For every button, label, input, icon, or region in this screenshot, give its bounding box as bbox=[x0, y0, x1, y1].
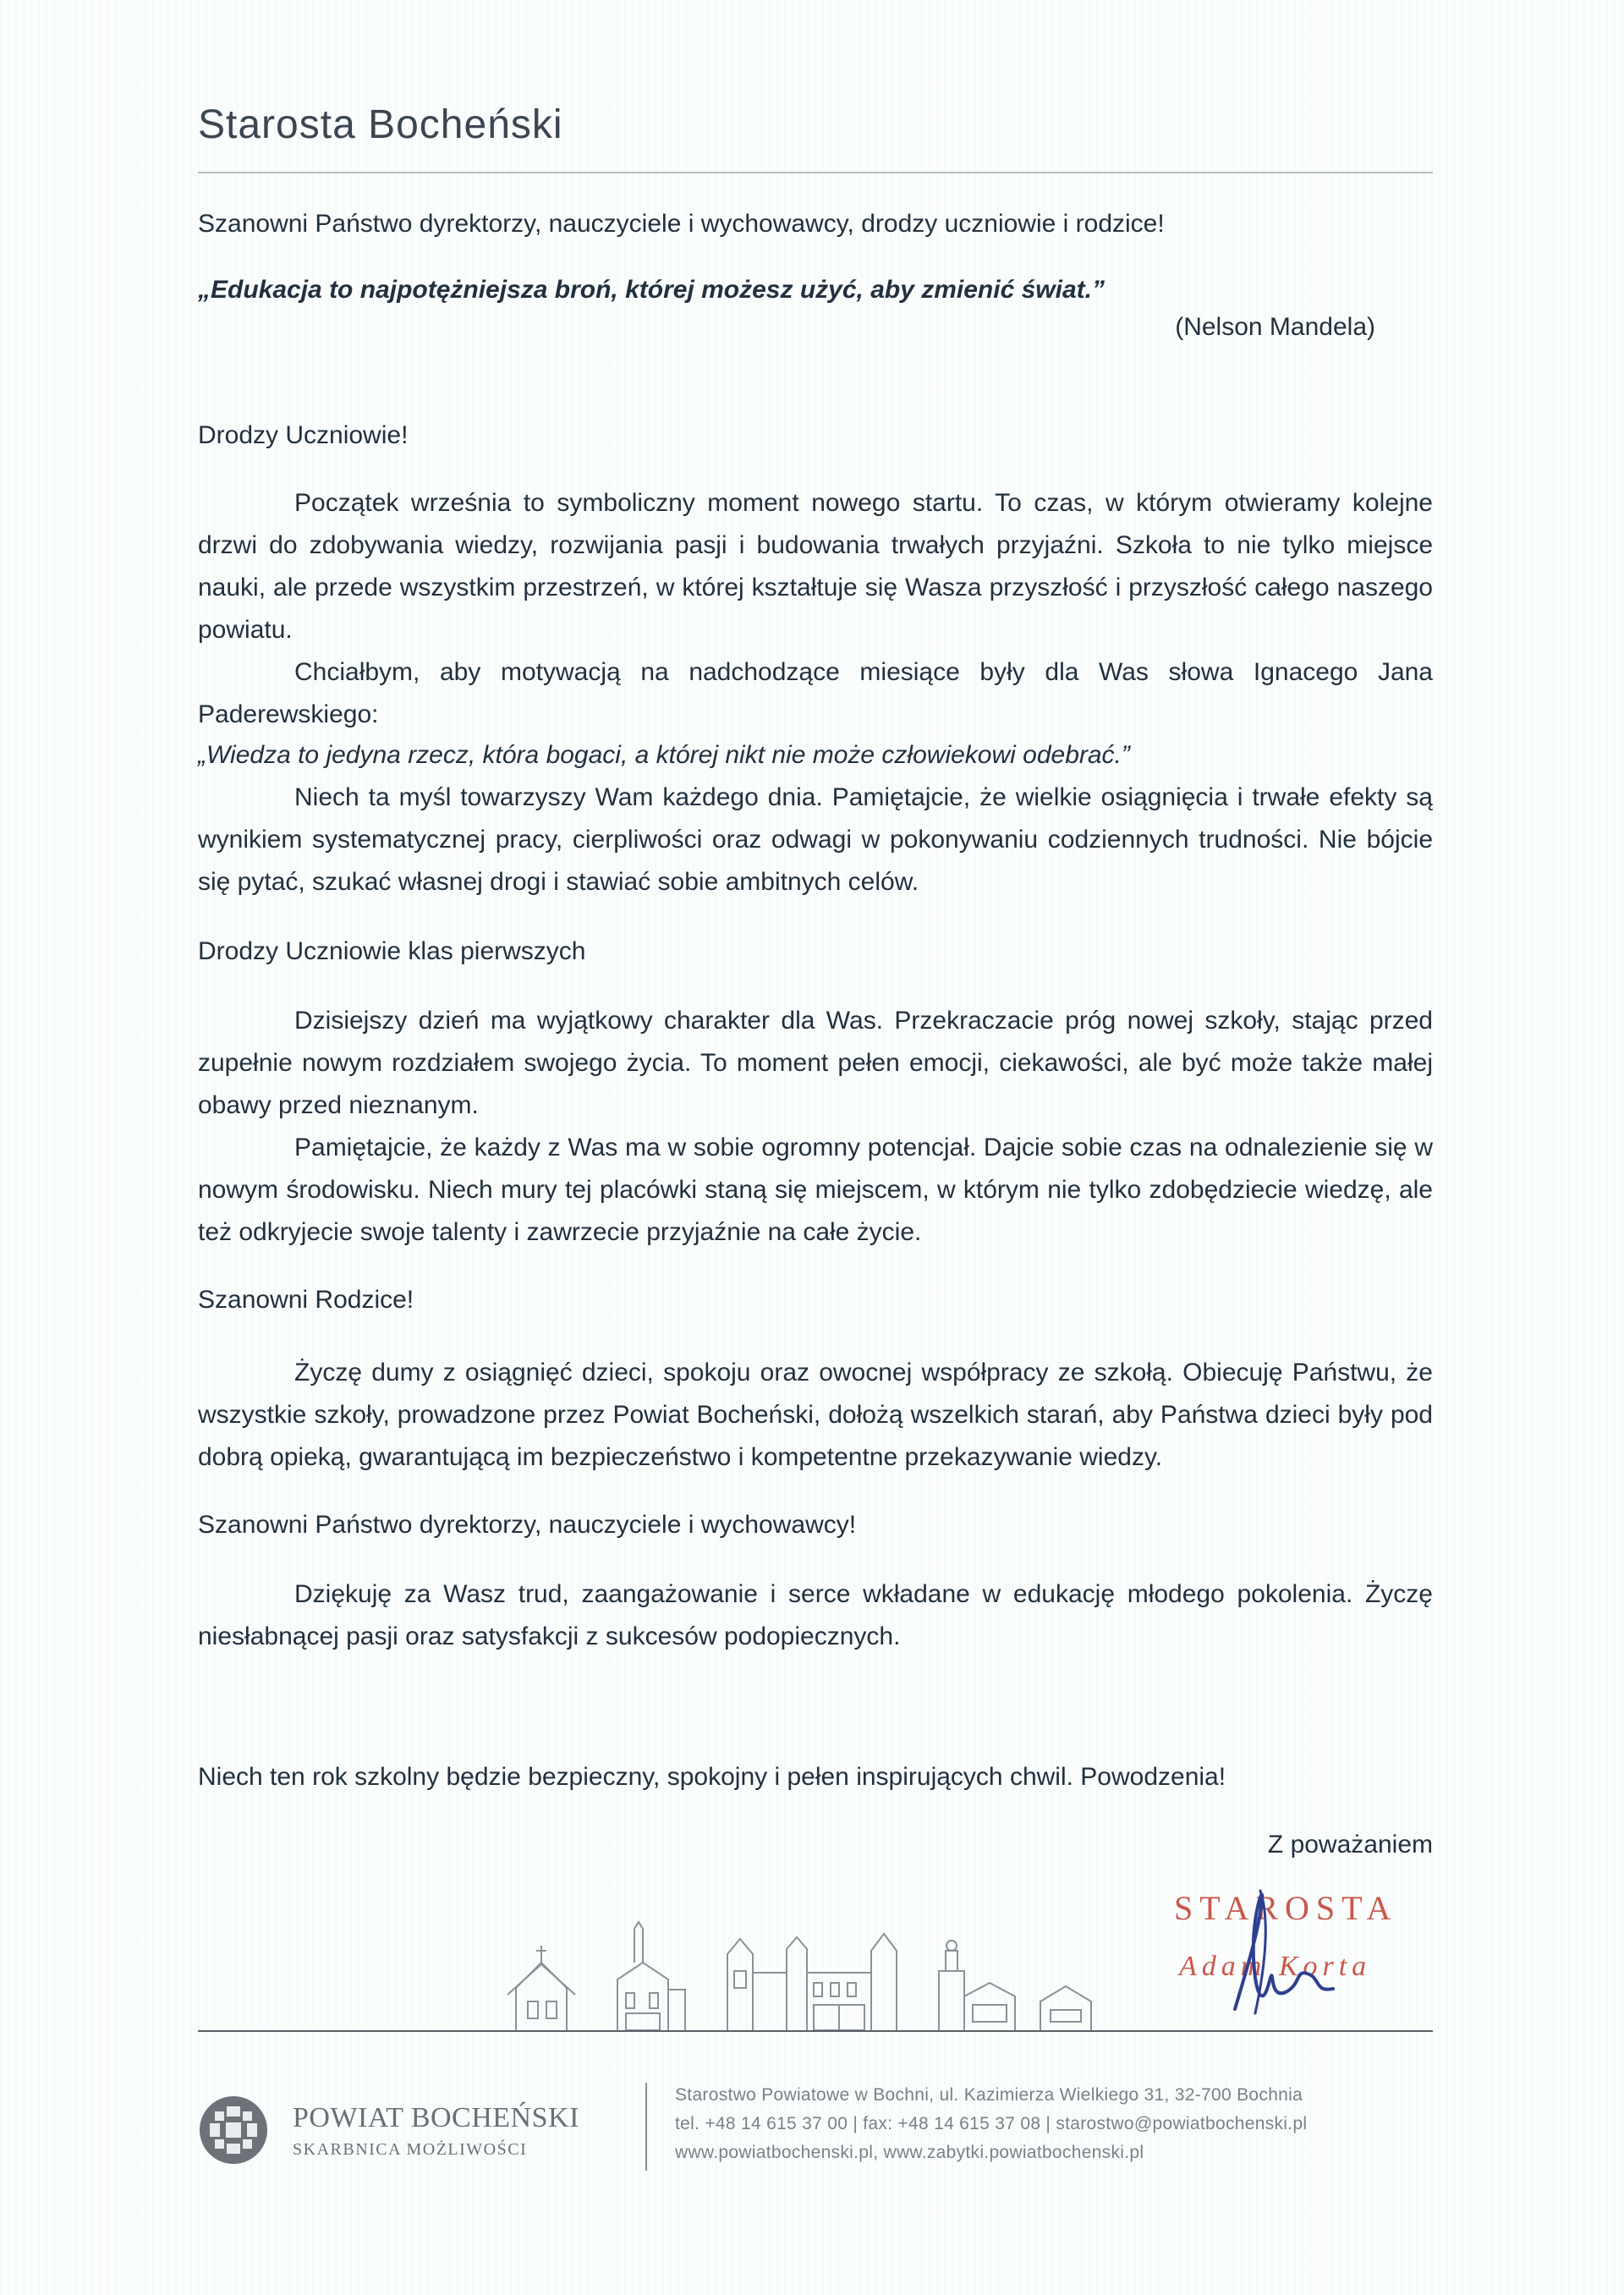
students-paragraph-2: Chciałbym, aby motywacją na nadchodzące miesiące były dla Was słowa Ignacego Jana Paderewskiego: bbox=[198, 658, 1433, 728]
first-class-heading: Drodzy Uczniowie klas pierwszych bbox=[198, 937, 586, 965]
footer-phone-line: tel. +48 14 615 37 00 | fax: +48 14 615 37 08 | starostwo@powiatbochenski.pl bbox=[675, 2114, 1308, 2133]
footer-divider bbox=[198, 2030, 1433, 2032]
footer-web-line: www.powiatbochenski.pl, www.zabytki.powiatbochenski.pl bbox=[675, 2143, 1144, 2162]
footer-address: Starostwo Powiatowe w Bochni, ul. Kazimierza Wielkiego 31, 32-700 Bochnia bbox=[675, 2085, 1303, 2105]
parents-paragraph-1: Życzę dumy z osiągnięć dzieci, spokoju oraz owocnej współpracy ze szkołą. Obiecuję Państwu, że wszystkie szkoły, prowadzone przez Powiat Bocheński, dołożą wszelkich starań, aby Państwa dzieci były pod dobrą opieką, gwarantującą im bezpieczeństwo i kompetentne przekazywanie wiedzy. bbox=[198, 1359, 1433, 1471]
students-heading: Drodzy Uczniowie! bbox=[198, 421, 409, 449]
teachers-heading: Szanowni Państwo dyrektorzy, nauczyciele i wychowawcy! bbox=[198, 1511, 857, 1539]
motto-quote: „Edukacja to najpotężniejsza broń, której możesz użyć, aby zmienić świat.” bbox=[198, 276, 1105, 304]
first-class-paragraph-1: Dzisiejszy dzień ma wyjątkowy charakter dla Was. Przekraczacie próg nowej szkoły, stając przed zupełnie nowym rozdziałem swojego życia. To moment pełen emocji, ciekawości, ale być może także małej obawy przed nieznanym. bbox=[198, 1007, 1433, 1119]
stamp-title: STAROSTA bbox=[1174, 1889, 1398, 1927]
letter-salutation: Szanowni Państwo dyrektorzy, nauczyciele i wychowawcy, drodzy uczniowie i rodzice! bbox=[198, 210, 1165, 238]
sign-off: Z poważaniem bbox=[1267, 1831, 1433, 1859]
teachers-paragraph-1: Dziękuję za Wasz trud, zaangażowanie i serce wkładane w edukację młodego pokolenia. Życzę niesłabnącej pasji oraz satysfakcji z sukcesów podopiecznych. bbox=[198, 1580, 1433, 1650]
students-paragraph-1: Początek września to symboliczny moment nowego startu. To czas, w którym otwieramy kolejne drzwi do zdobywania wiedzy, rozwijania pasji i budowania trwałych przyjaźni. Szkoła to nie tylko miejsce nauki, ale przede wszystkim przestrzeń, w której kształtuje się Wasza przyszłość i przyszłość całego naszego powiatu. bbox=[198, 489, 1433, 644]
paderewski-quote: „Wiedza to jedyna rzecz, która bogaci, a której nikt nie może człowiekowi odebrać.” bbox=[198, 741, 1130, 769]
signature-stamp bbox=[1167, 1865, 1438, 2051]
town-skyline-icon bbox=[499, 1920, 1116, 2032]
page-title: Starosta Bocheński bbox=[198, 102, 563, 147]
title-divider bbox=[198, 172, 1433, 173]
first-class-paragraph-2: Pamiętajcie, że każdy z Was ma w sobie ogromny potencjał. Dajcie sobie czas na odnalezienie się w nowym środowisku. Niech mury tej placówki staną się miejscem, w którym nie tylko zdobędziecie wiedzę, ale też odkryjecie swoje talenty i zawrzecie przyjaźnie na całe życie. bbox=[198, 1134, 1433, 1246]
stamp-name: Adam Korta bbox=[1179, 1951, 1372, 1982]
closing-wish: Niech ten rok szkolny będzie bezpieczny, spokojny i pełen inspirujących chwil. Powodzenia! bbox=[198, 1763, 1226, 1791]
powiat-emblem-icon bbox=[198, 2095, 269, 2166]
motto-author: (Nelson Mandela) bbox=[1175, 313, 1375, 341]
footer-vertical-divider bbox=[645, 2083, 647, 2171]
brand-name: POWIAT BOCHEŃSKI bbox=[293, 2102, 579, 2133]
parents-heading: Szanowni Rodzice! bbox=[198, 1286, 414, 1314]
students-paragraph-3: Niech ta myśl towarzyszy Wam każdego dnia. Pamiętajcie, że wielkie osiągnięcia i trwałe efekty są wynikiem systematycznej pracy, cierpliwości oraz odwagi w pokonywaniu codziennych trudności. Nie bójcie się pytać, szukać własnej drogi i stawiać sobie ambitnych celów. bbox=[198, 783, 1433, 896]
brand-tagline: SKARBNICA MOŻLIWOŚCI bbox=[293, 2140, 528, 2159]
